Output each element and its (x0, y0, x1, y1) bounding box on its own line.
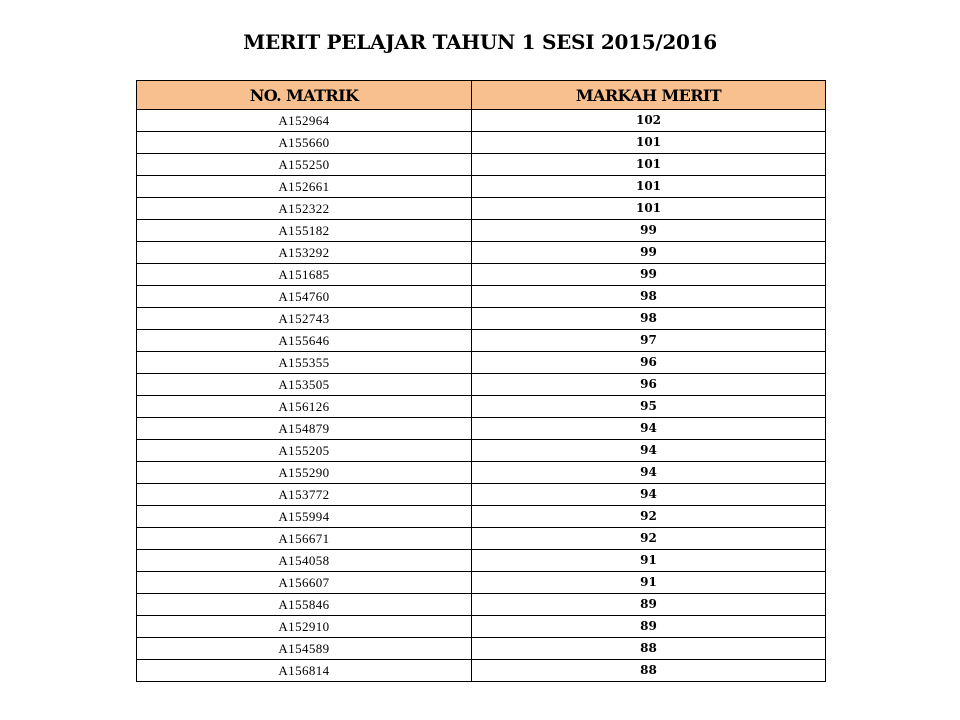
table-row (137, 110, 826, 132)
column-header-markah-merit: MARKAH MERIT (472, 81, 826, 110)
matrik-cell: A154760 (137, 286, 472, 308)
markah-cell: 89 (472, 616, 826, 638)
markah-cell: 92 (472, 528, 826, 550)
markah-cell: 96 (472, 374, 826, 396)
markah-cell: 98 (472, 308, 826, 330)
table-row (137, 440, 826, 462)
table-row (137, 528, 826, 550)
table-row (137, 572, 826, 594)
matrik-cell: A156607 (137, 572, 472, 594)
markah-cell: 102 (472, 110, 826, 132)
matrik-cell: A152661 (137, 176, 472, 198)
markah-cell: 96 (472, 352, 826, 374)
table-row (137, 616, 826, 638)
markah-cell: 101 (472, 176, 826, 198)
matrik-cell: A155355 (137, 352, 472, 374)
table-row (137, 286, 826, 308)
markah-cell: 101 (472, 132, 826, 154)
matrik-cell: A153505 (137, 374, 472, 396)
table-row (137, 352, 826, 374)
markah-cell: 94 (472, 440, 826, 462)
markah-cell: 99 (472, 264, 826, 286)
matrik-cell: A155994 (137, 506, 472, 528)
markah-cell: 98 (472, 286, 826, 308)
matrik-cell: A152743 (137, 308, 472, 330)
markah-cell: 101 (472, 154, 826, 176)
markah-cell: 99 (472, 220, 826, 242)
matrik-cell: A155646 (137, 330, 472, 352)
table-row (137, 594, 826, 616)
table-row (137, 550, 826, 572)
matrik-cell: A155846 (137, 594, 472, 616)
markah-cell: 101 (472, 198, 826, 220)
table-row (137, 484, 826, 506)
table-row (137, 396, 826, 418)
table-row (137, 374, 826, 396)
markah-cell: 92 (472, 506, 826, 528)
markah-cell: 99 (472, 242, 826, 264)
matrik-cell: A154589 (137, 638, 472, 660)
table-row (137, 418, 826, 440)
matrik-cell: A152322 (137, 198, 472, 220)
matrik-cell: A152910 (137, 616, 472, 638)
table-row (137, 264, 826, 286)
merit-table (136, 80, 826, 682)
matrik-cell: A155660 (137, 132, 472, 154)
markah-cell: 97 (472, 330, 826, 352)
table-row (137, 242, 826, 264)
table-row (137, 308, 826, 330)
page-title: MERIT PELAJAR TAHUN 1 SESI 2015/2016 (243, 30, 717, 54)
table-row (137, 220, 826, 242)
matrik-cell: A154058 (137, 550, 472, 572)
matrik-cell: A151685 (137, 264, 472, 286)
markah-cell: 94 (472, 418, 826, 440)
table-row (137, 462, 826, 484)
matrik-cell: A156814 (137, 660, 472, 682)
table-row (137, 660, 826, 682)
markah-cell: 95 (472, 396, 826, 418)
matrik-cell: A156126 (137, 396, 472, 418)
matrik-cell: A154879 (137, 418, 472, 440)
table-row (137, 506, 826, 528)
markah-cell: 89 (472, 594, 826, 616)
table-row (137, 154, 826, 176)
column-header-no-matrik: NO. MATRIK (137, 81, 472, 110)
matrik-cell: A155250 (137, 154, 472, 176)
table-row (137, 132, 826, 154)
matrik-cell: A156671 (137, 528, 472, 550)
table-row (137, 330, 826, 352)
markah-cell: 88 (472, 638, 826, 660)
matrik-cell: A155182 (137, 220, 472, 242)
table-header-row (137, 81, 826, 110)
markah-cell: 91 (472, 572, 826, 594)
table-row (137, 176, 826, 198)
markah-cell: 94 (472, 462, 826, 484)
matrik-cell: A155290 (137, 462, 472, 484)
markah-cell: 91 (472, 550, 826, 572)
matrik-cell: A152964 (137, 110, 472, 132)
markah-cell: 88 (472, 660, 826, 682)
matrik-cell: A153292 (137, 242, 472, 264)
table-row (137, 638, 826, 660)
matrik-cell: A153772 (137, 484, 472, 506)
markah-cell: 94 (472, 484, 826, 506)
table-body (137, 110, 826, 682)
matrik-cell: A155205 (137, 440, 472, 462)
table-row (137, 198, 826, 220)
